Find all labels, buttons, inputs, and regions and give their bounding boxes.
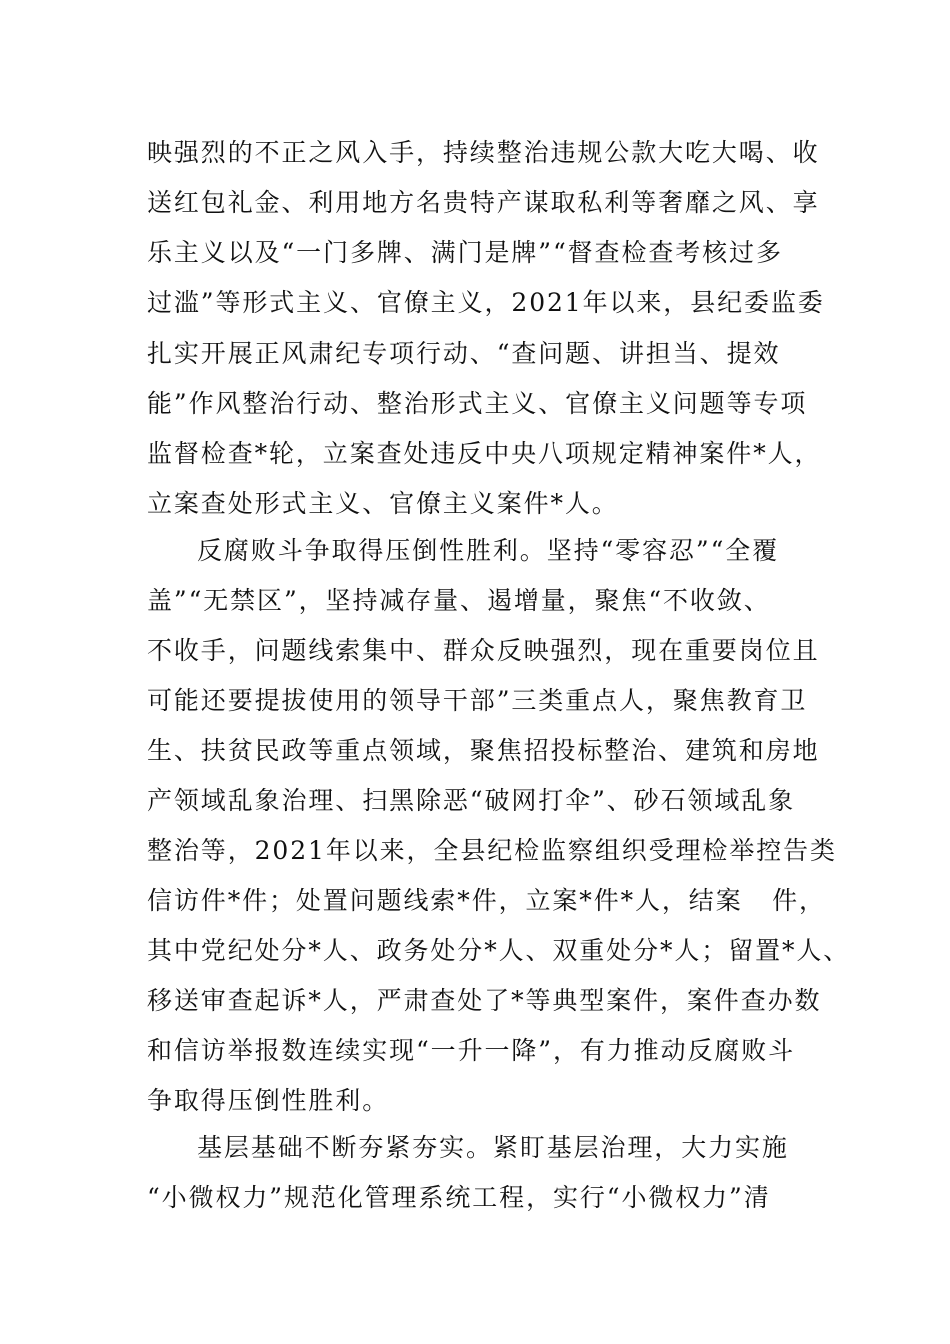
text-line: 产领域乱象治理、扫黑除恶“破网打伞”、砂石领域乱象 bbox=[147, 786, 796, 815]
text-line: 移送审查起诉*人，严肃查处了*等典型案件，案件查办数 bbox=[147, 986, 822, 1015]
text-line: 映强烈的不正之风入手，持续整治违规公款大吃大喝、收 bbox=[147, 138, 820, 167]
text-line: 盖”“无禁区”，坚持减存量、遏增量，聚焦“不收敛、 bbox=[147, 586, 771, 615]
paragraph-first-line: 基层基础不断夯紧夯实。紧盯基层治理，大力实施 bbox=[197, 1133, 789, 1162]
text-line: 过滥”等形式主义、官僚主义，2021年以来，县纪委监委 bbox=[147, 288, 825, 317]
text-line: 整治等，2021年以来，全县纪检监察组织受理检举控告类 bbox=[147, 836, 837, 865]
text-line: 其中党纪处分*人、政务处分*人、双重处分*人；留置*人、 bbox=[147, 936, 851, 965]
text-line: 乐主义以及“一门多牌、满门是牌”“督查检查考核过多 bbox=[147, 238, 783, 267]
text-line: 争取得压倒性胜利。 bbox=[147, 1086, 390, 1115]
text-line: 监督检查*轮，立案查处违反中央八项规定精神案件*人， bbox=[147, 439, 822, 468]
text-line: 可能还要提拔使用的领导干部”三类重点人，聚焦教育卫 bbox=[147, 686, 808, 715]
text-line: 生、扶贫民政等重点领域，聚焦招投标整治、建筑和房地 bbox=[147, 736, 820, 765]
text-line: 不收手，问题线索集中、群众反映强烈，现在重要岗位且 bbox=[147, 636, 820, 665]
text-line: 能”作风整治行动、整治形式主义、官僚主义问题等专项 bbox=[147, 389, 808, 418]
text-line: 信访件*件；处置问题线索*件，立案*件*人，结案 件， bbox=[147, 886, 826, 915]
text-line: “小微权力”规范化管理系统工程，实行“小微权力”清 bbox=[147, 1183, 771, 1212]
text-line: 送红包礼金、利用地方名贵特产谋取私利等奢靡之风、享 bbox=[147, 188, 820, 217]
text-line: 扎实开展正风肃纪专项行动、“查问题、讲担当、提效 bbox=[147, 339, 781, 368]
text-line: 和信访举报数连续实现“一升一降”，有力推动反腐败斗 bbox=[147, 1036, 796, 1065]
text-line: 立案查处形式主义、官僚主义案件*人。 bbox=[147, 489, 619, 518]
paragraph-first-line: 反腐败斗争取得压倒性胜利。坚持“零容忍”“全覆 bbox=[197, 536, 780, 565]
